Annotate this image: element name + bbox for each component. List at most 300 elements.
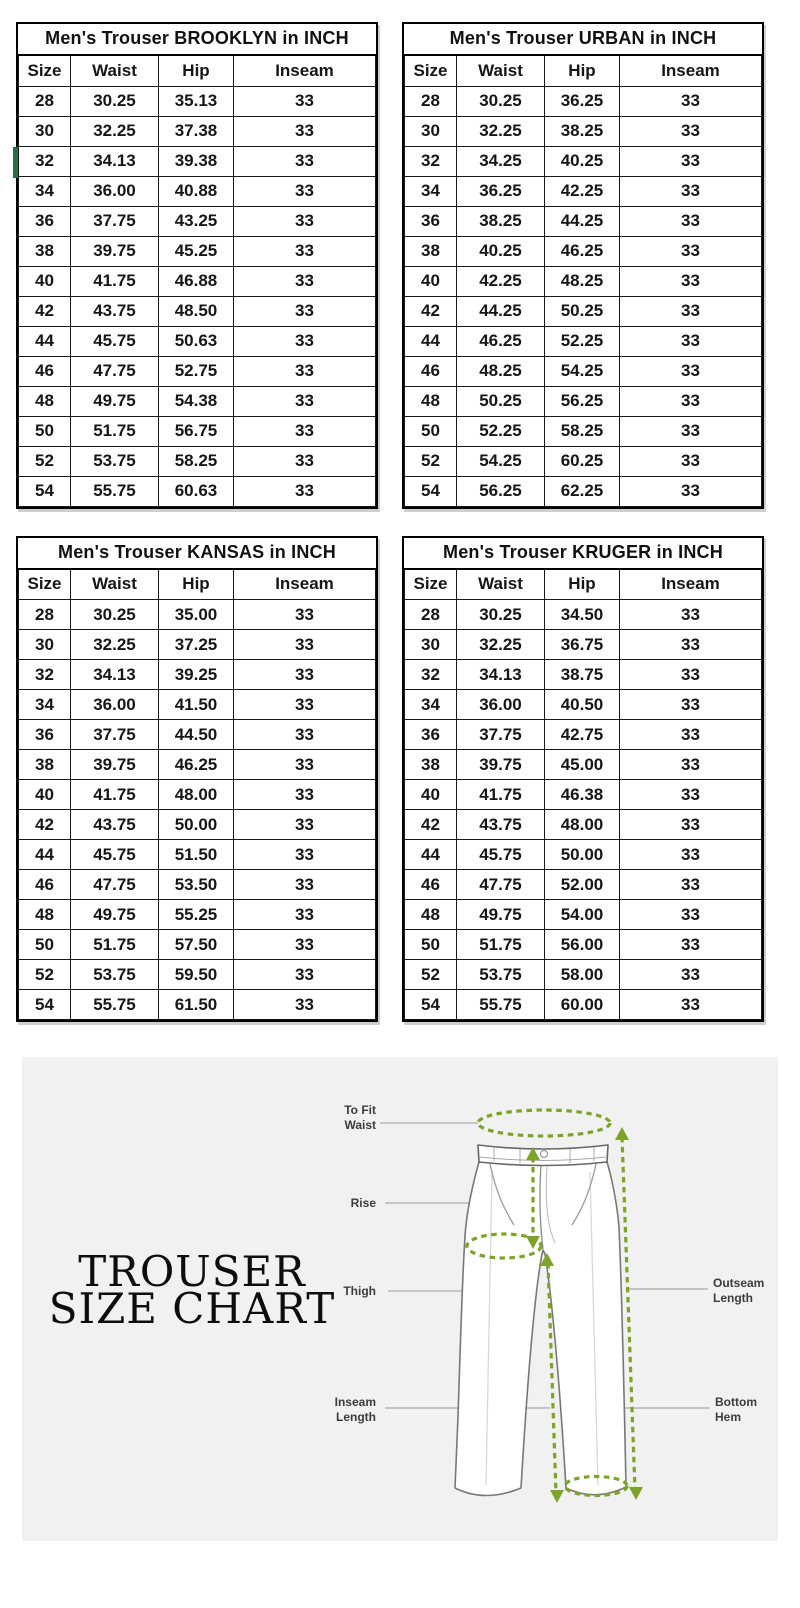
table-cell: 49.75 [71,386,159,416]
table-cell: 33 [234,206,376,236]
table-cell: 33 [620,810,762,840]
table-cell: 33 [234,296,376,326]
size-table [18,570,376,1021]
table-cell: 33 [234,416,376,446]
table-row [19,960,376,990]
table-cell: 44 [19,840,71,870]
table-cell: 50 [19,416,71,446]
table-row [19,86,376,116]
table-row [405,930,762,960]
table-cell: 33 [234,116,376,146]
table-row [19,990,376,1020]
table-cell: 42.25 [545,176,620,206]
table-cell: 33 [234,840,376,870]
table-cell: 32.25 [71,630,159,660]
table-cell: 34 [405,176,457,206]
table-cell: 56.75 [159,416,234,446]
table-cell: 54 [19,476,71,506]
waist-button [541,1151,548,1158]
table-cell: 42 [19,810,71,840]
label-outseam-length: Outseam Length [713,1276,765,1305]
table-cell: 32.25 [457,116,545,146]
table-row [19,446,376,476]
table-cell: 35.00 [159,600,234,630]
table-cell: 37.75 [457,720,545,750]
table-row [405,660,762,690]
table-row [19,900,376,930]
table-cell: 39.75 [71,750,159,780]
table-cell: 35.13 [159,86,234,116]
column-header: Waist [457,56,545,86]
header-row [405,56,762,86]
heading-line-1: TROUSER [78,1247,306,1296]
waist-measure-ellipse [478,1110,610,1136]
table-cell: 52 [405,960,457,990]
table-cell: 33 [234,176,376,206]
table-cell: 53.50 [159,870,234,900]
table-cell: 55.75 [457,990,545,1020]
table-cell: 36 [19,720,71,750]
table-cell: 45.75 [71,840,159,870]
table-cell: 48 [19,900,71,930]
table-cell: 43.75 [71,296,159,326]
table-title: Men's Trouser KRUGER in INCH [404,538,762,570]
diagram-heading [40,1247,344,1333]
table-cell: 53.75 [71,446,159,476]
column-header: Inseam [620,570,762,600]
table-row [405,840,762,870]
table-cell: 33 [620,236,762,266]
table-cell: 38.25 [457,206,545,236]
table-cell: 46.38 [545,780,620,810]
table-cell: 33 [620,720,762,750]
table-cell: 50 [405,416,457,446]
table-row [19,176,376,206]
table-cell: 51.75 [71,416,159,446]
table-cell: 33 [620,840,762,870]
label-bottom-hem: Bottom Hem [715,1395,757,1424]
table-row [19,660,376,690]
table-cell: 54.38 [159,386,234,416]
table-cell: 46.25 [457,326,545,356]
table-row [19,840,376,870]
table-row [405,146,762,176]
table-cell: 33 [620,870,762,900]
table-cell: 33 [620,146,762,176]
table-cell: 32 [19,660,71,690]
table-cell: 30.25 [71,86,159,116]
table-cell: 55.75 [71,476,159,506]
table-cell: 33 [234,386,376,416]
table-row [405,236,762,266]
table-row [19,810,376,840]
table-cell: 50 [405,930,457,960]
table-cell: 58.25 [545,416,620,446]
table-cell: 56.25 [545,386,620,416]
table-cell: 37.75 [71,720,159,750]
table-row [19,600,376,630]
table-cell: 33 [620,990,762,1020]
table-cell: 42.25 [457,266,545,296]
column-header: Inseam [234,56,376,86]
table-cell: 33 [234,630,376,660]
column-header: Inseam [234,570,376,600]
table-title: Men's Trouser URBAN in INCH [404,24,762,56]
table-cell: 33 [234,326,376,356]
table-cell: 52.25 [457,416,545,446]
table-cell: 50.25 [457,386,545,416]
table-cell: 33 [234,990,376,1020]
table-row [19,780,376,810]
table-cell: 46 [405,356,457,386]
table-cell: 46 [19,870,71,900]
table-cell: 36.75 [545,630,620,660]
column-header: Size [405,570,457,600]
table-cell: 30.25 [71,600,159,630]
table-cell: 48.25 [457,356,545,386]
table-cell: 33 [234,720,376,750]
table-cell: 44.25 [457,296,545,326]
column-header: Hip [545,570,620,600]
table-cell: 36.25 [457,176,545,206]
table-row [405,116,762,146]
table-cell: 60.00 [545,990,620,1020]
table-cell: 48 [405,900,457,930]
table-cell: 50.00 [545,840,620,870]
table-row [405,446,762,476]
table-cell: 32 [19,146,71,176]
table-cell: 34.50 [545,600,620,630]
table-cell: 36 [405,720,457,750]
table-cell: 33 [234,476,376,506]
table-cell: 48 [405,386,457,416]
table-row [19,236,376,266]
table-cell: 52 [19,446,71,476]
table-cell: 39.75 [71,236,159,266]
table-cell: 33 [620,86,762,116]
table-row [405,750,762,780]
table-cell: 37.25 [159,630,234,660]
table-row [19,386,376,416]
table-cell: 40 [405,780,457,810]
table-cell: 48.25 [545,266,620,296]
table-row [19,356,376,386]
size-table-kruger [402,536,764,1023]
table-cell: 57.50 [159,930,234,960]
table-cell: 28 [19,86,71,116]
table-cell: 30.25 [457,86,545,116]
trouser-drawing [455,1145,626,1496]
table-cell: 40 [19,780,71,810]
table-cell: 33 [620,750,762,780]
table-cell: 43.25 [159,206,234,236]
table-cell: 33 [234,146,376,176]
table-cell: 50.00 [159,810,234,840]
table-cell: 41.50 [159,690,234,720]
table-cell: 47.75 [71,870,159,900]
table-cell: 60.25 [545,446,620,476]
table-cell: 33 [234,750,376,780]
table-cell: 49.75 [457,900,545,930]
table-row [19,690,376,720]
column-header: Waist [71,570,159,600]
table-cell: 33 [620,326,762,356]
table-cell: 33 [234,690,376,720]
table-cell: 30 [405,630,457,660]
table-cell: 33 [234,266,376,296]
label-inseam-length: Inseam Length [334,1395,376,1424]
table-cell: 30.25 [457,600,545,630]
table-cell: 30 [19,630,71,660]
table-cell: 41.75 [71,780,159,810]
table-cell: 54 [405,476,457,506]
table-cell: 40.25 [545,146,620,176]
table-cell: 54 [19,990,71,1020]
table-cell: 33 [234,236,376,266]
table-row [19,116,376,146]
table-cell: 34.25 [457,146,545,176]
table-cell: 55.25 [159,900,234,930]
table-cell: 43.75 [71,810,159,840]
table-cell: 34 [19,176,71,206]
table-cell: 33 [234,810,376,840]
table-row [405,356,762,386]
table-row [19,476,376,506]
table-cell: 33 [620,116,762,146]
table-title: Men's Trouser BROOKLYN in INCH [18,24,376,56]
table-cell: 49.75 [71,900,159,930]
column-header: Waist [457,570,545,600]
table-cell: 41.75 [457,780,545,810]
column-header: Hip [159,570,234,600]
table-cell: 52 [19,960,71,990]
table-cell: 59.50 [159,960,234,990]
table-cell: 33 [620,960,762,990]
table-cell: 45.75 [457,840,545,870]
table-row [19,296,376,326]
label-rise: Rise [350,1196,376,1210]
table-cell: 38.25 [545,116,620,146]
table-cell: 51.75 [457,930,545,960]
table-row [405,386,762,416]
table-cell: 43.75 [457,810,545,840]
table-cell: 44.25 [545,206,620,236]
table-cell: 32 [405,146,457,176]
table-cell: 38 [19,236,71,266]
table-cell: 48.50 [159,296,234,326]
table-cell: 42 [405,810,457,840]
table-cell: 33 [620,900,762,930]
table-row [405,416,762,446]
table-cell: 37.38 [159,116,234,146]
table-cell: 50.63 [159,326,234,356]
table-cell: 48.00 [159,780,234,810]
label-thigh: Thigh [343,1284,376,1298]
table-row [19,146,376,176]
table-cell: 33 [620,266,762,296]
table-cell: 44 [405,840,457,870]
table-cell: 52.25 [545,326,620,356]
table-cell: 40.50 [545,690,620,720]
table-row [19,630,376,660]
table-cell: 38.75 [545,660,620,690]
table-cell: 36 [405,206,457,236]
table-cell: 28 [405,600,457,630]
table-row [405,326,762,356]
measurement-diagram [22,1057,778,1541]
table-row [405,296,762,326]
table-cell: 28 [405,86,457,116]
table-cell: 33 [620,206,762,236]
table-row [405,720,762,750]
table-cell: 47.75 [71,356,159,386]
table-cell: 32.25 [71,116,159,146]
size-table-brooklyn [16,22,378,509]
table-cell: 33 [620,690,762,720]
table-cell: 61.50 [159,990,234,1020]
table-cell: 33 [620,296,762,326]
column-header: Waist [71,56,159,86]
table-cell: 42 [19,296,71,326]
table-cell: 33 [234,660,376,690]
column-header: Hip [545,56,620,86]
table-cell: 33 [620,600,762,630]
table-row [405,780,762,810]
table-row [19,930,376,960]
table-cell: 34 [19,690,71,720]
table-cell: 34.13 [457,660,545,690]
table-row [405,870,762,900]
column-header: Hip [159,56,234,86]
table-cell: 46 [405,870,457,900]
table-cell: 33 [620,930,762,960]
table-cell: 33 [620,660,762,690]
table-cell: 39.38 [159,146,234,176]
size-table [18,56,376,507]
label-to-fit-waist: To Fit Waist [344,1103,376,1132]
table-cell: 36 [19,206,71,236]
table-cell: 48 [19,386,71,416]
table-cell: 62.25 [545,476,620,506]
table-row [405,206,762,236]
column-header: Size [19,56,71,86]
table-cell: 42 [405,296,457,326]
table-cell: 40 [19,266,71,296]
table-cell: 33 [234,780,376,810]
table-row [405,176,762,206]
table-cell: 33 [620,386,762,416]
size-table [404,570,762,1021]
table-cell: 54.25 [457,446,545,476]
table-row [19,870,376,900]
table-cell: 48.00 [545,810,620,840]
table-row [19,206,376,236]
table-cell: 33 [620,780,762,810]
table-row [19,720,376,750]
table-cell: 46.25 [159,750,234,780]
table-cell: 53.75 [457,960,545,990]
table-row [19,416,376,446]
table-cell: 32.25 [457,630,545,660]
table-cell: 33 [620,176,762,206]
table-cell: 44 [19,326,71,356]
table-cell: 46 [19,356,71,386]
table-cell: 41.75 [71,266,159,296]
table-cell: 40.88 [159,176,234,206]
table-cell: 36.00 [71,176,159,206]
table-cell: 36.25 [545,86,620,116]
table-cell: 33 [234,356,376,386]
table-cell: 44 [405,326,457,356]
table-cell: 32 [405,660,457,690]
table-cell: 33 [234,446,376,476]
table-cell: 36.00 [71,690,159,720]
header-row [405,570,762,600]
table-cell: 54.25 [545,356,620,386]
sheet-selection-mark [13,147,18,178]
table-cell: 38 [405,750,457,780]
table-cell: 42.75 [545,720,620,750]
table-cell: 33 [620,476,762,506]
table-cell: 44.50 [159,720,234,750]
column-header: Inseam [620,56,762,86]
table-cell: 45.75 [71,326,159,356]
table-row [405,600,762,630]
table-cell: 33 [234,86,376,116]
table-row [405,86,762,116]
table-cell: 33 [234,600,376,630]
table-cell: 51.75 [71,930,159,960]
table-row [405,630,762,660]
table-cell: 30 [19,116,71,146]
table-row [405,960,762,990]
table-cell: 58.00 [545,960,620,990]
table-cell: 51.50 [159,840,234,870]
table-cell: 55.75 [71,990,159,1020]
table-cell: 50.25 [545,296,620,326]
column-header: Size [19,570,71,600]
table-row [405,690,762,720]
table-row [405,266,762,296]
table-row [19,266,376,296]
table-cell: 33 [620,446,762,476]
table-cell: 33 [234,930,376,960]
table-cell: 56.00 [545,930,620,960]
table-cell: 33 [620,356,762,386]
table-row [405,810,762,840]
table-cell: 34.13 [71,146,159,176]
table-cell: 52.75 [159,356,234,386]
table-row [405,476,762,506]
table-cell: 50 [19,930,71,960]
table-cell: 33 [234,870,376,900]
table-title: Men's Trouser KANSAS in INCH [18,538,376,570]
table-cell: 40 [405,266,457,296]
table-cell: 47.75 [457,870,545,900]
size-table-urban [402,22,764,509]
table-cell: 28 [19,600,71,630]
table-cell: 39.75 [457,750,545,780]
table-cell: 34.13 [71,660,159,690]
table-cell: 52 [405,446,457,476]
table-cell: 60.63 [159,476,234,506]
table-cell: 30 [405,116,457,146]
table-cell: 52.00 [545,870,620,900]
table-cell: 38 [405,236,457,266]
table-cell: 45.25 [159,236,234,266]
header-row [19,56,376,86]
table-cell: 58.25 [159,446,234,476]
